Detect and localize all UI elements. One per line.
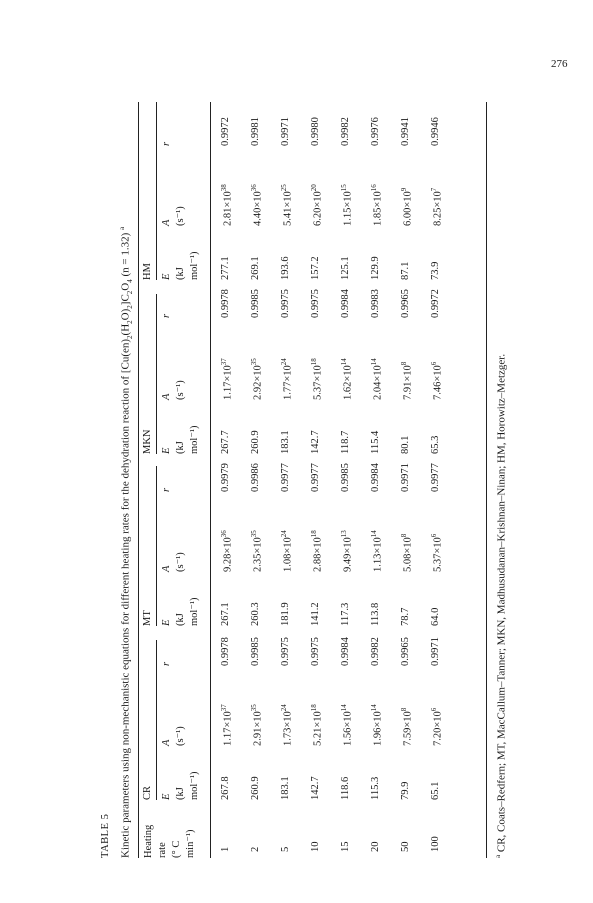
mt-e-cell: 181.9 bbox=[280, 602, 291, 626]
table-label: TABLE 5 bbox=[100, 813, 111, 858]
mkn-e-cell: 65.3 bbox=[430, 435, 441, 454]
mt-e-cell: 141.2 bbox=[310, 602, 321, 626]
hm-a-cell: $8.25\times 10^7$ bbox=[430, 187, 444, 226]
hm-a-cell: $2.81\times 10^{38}$ bbox=[220, 184, 234, 226]
hm-r-cell: 0.9972 bbox=[220, 117, 231, 146]
hm-a-cell: $4.40\times 10^{36}$ bbox=[250, 184, 264, 226]
cr-a-cell: $1.73\times 10^{24}$ bbox=[280, 704, 294, 746]
mkn-a-header: A (s⁻¹) bbox=[161, 380, 186, 400]
table-row bbox=[272, 102, 302, 858]
group-header-mkn: MKN bbox=[142, 429, 153, 454]
hm-r-cell: 0.9971 bbox=[280, 117, 291, 146]
mt-r-cell: 0.9971 bbox=[400, 463, 411, 492]
mkn-a-cell: $1.17\times 10^{37}$ bbox=[220, 358, 234, 400]
heating-rate-cell: 20 bbox=[370, 841, 381, 852]
table-row bbox=[362, 102, 392, 858]
hm-a-header: A (s⁻¹) bbox=[161, 206, 186, 226]
cr-r-cell: 0.9982 bbox=[370, 637, 381, 666]
hm-a-cell: $6.00\times 10^9$ bbox=[400, 187, 414, 226]
cr-a-cell: $2.91\times 10^{35}$ bbox=[250, 704, 264, 746]
mt-r-cell: 0.9984 bbox=[370, 463, 381, 492]
mkn-a-cell: $5.37\times 10^{18}$ bbox=[310, 358, 324, 400]
mt-r-cell: 0.9986 bbox=[250, 463, 261, 492]
hm-r-cell: 0.9941 bbox=[400, 117, 411, 146]
mkn-r-cell: 0.9985 bbox=[250, 289, 261, 318]
cr-r-cell: 0.9978 bbox=[220, 637, 231, 666]
heating-rate-header: Heating rate (° C min⁻¹) bbox=[143, 824, 196, 858]
heating-rate-cell: 1 bbox=[220, 846, 231, 852]
hm-r-cell: 0.9946 bbox=[430, 117, 441, 146]
group-rule-hm bbox=[156, 102, 157, 280]
hm-r-header: r bbox=[161, 141, 172, 146]
page-number: 276 bbox=[551, 58, 568, 70]
cr-a-cell: $1.17\times 10^{37}$ bbox=[220, 704, 234, 746]
cr-e-cell: 142.7 bbox=[310, 776, 321, 800]
group-rule-mt bbox=[156, 466, 157, 626]
table-row bbox=[332, 102, 362, 858]
cr-r-cell: 0.9965 bbox=[400, 637, 411, 666]
cr-a-cell: $1.56\times 10^{14}$ bbox=[340, 704, 354, 746]
table-footnote: $^a$ CR, Coats–Redfern; MT, MacCallum–Tanner; MKN, Madhusudanan–Krishnan–Ninan; HM, Horowitz–Metzger. bbox=[494, 353, 508, 858]
cr-a-cell: $1.96\times 10^{14}$ bbox=[370, 704, 384, 746]
hm-a-cell: $5.41\times 10^{25}$ bbox=[280, 184, 294, 226]
table-row bbox=[422, 102, 452, 858]
mkn-e-cell: 118.7 bbox=[340, 430, 351, 454]
mt-e-cell: 78.7 bbox=[400, 607, 411, 626]
mt-a-header: A (s⁻¹) bbox=[161, 552, 186, 572]
table-row bbox=[242, 102, 272, 858]
mkn-r-cell: 0.9978 bbox=[220, 289, 231, 318]
hm-r-cell: 0.9976 bbox=[370, 117, 381, 146]
cr-e-cell: 79.9 bbox=[400, 781, 411, 800]
cr-r-header: r bbox=[161, 661, 172, 666]
group-header-mt: MT bbox=[142, 610, 153, 626]
mt-a-cell: $1.13\times 10^{14}$ bbox=[370, 530, 384, 572]
hm-e-cell: 277.1 bbox=[220, 256, 231, 280]
heating-rate-cell: 50 bbox=[400, 841, 411, 852]
mt-r-cell: 0.9977 bbox=[310, 463, 321, 492]
mkn-e-cell: 142.7 bbox=[310, 430, 321, 454]
mt-a-cell: $2.88\times 10^{18}$ bbox=[310, 530, 324, 572]
table-body bbox=[212, 102, 452, 858]
table-row bbox=[302, 102, 332, 858]
mt-r-header: r bbox=[161, 487, 172, 492]
mt-e-cell: 117.3 bbox=[340, 602, 351, 626]
hm-e-cell: 269.1 bbox=[250, 256, 261, 280]
mt-a-cell: $9.49\times 10^{13}$ bbox=[340, 530, 354, 572]
mkn-r-cell: 0.9965 bbox=[400, 289, 411, 318]
hm-a-cell: $1.85\times 10^{16}$ bbox=[370, 184, 384, 226]
hm-r-cell: 0.9981 bbox=[250, 117, 261, 146]
cr-e-cell: 267.8 bbox=[220, 776, 231, 800]
heating-rate-cell: 2 bbox=[250, 846, 261, 852]
mkn-a-cell: $1.77\times 10^{24}$ bbox=[280, 358, 294, 400]
heating-rate-cell: 100 bbox=[430, 836, 441, 852]
hm-e-cell: 193.6 bbox=[280, 256, 291, 280]
mkn-a-cell: $7.46\times 10^6$ bbox=[430, 361, 444, 400]
hm-r-cell: 0.9980 bbox=[310, 117, 321, 146]
cr-a-header: A (s⁻¹) bbox=[161, 726, 186, 746]
cr-r-cell: 0.9975 bbox=[280, 637, 291, 666]
table-top-rule bbox=[138, 102, 139, 858]
mt-a-cell: $1.08\times 10^{24}$ bbox=[280, 530, 294, 572]
mt-e-header: E (kJ mol⁻¹) bbox=[161, 597, 200, 626]
cr-a-cell: $7.20\times 10^6$ bbox=[430, 707, 444, 746]
mt-e-cell: 267.1 bbox=[220, 602, 231, 626]
mkn-e-cell: 183.1 bbox=[280, 430, 291, 454]
heating-rate-cell: 5 bbox=[280, 846, 291, 852]
hm-a-cell: $6.20\times 10^{20}$ bbox=[310, 184, 324, 226]
heating-rate-cell: 10 bbox=[310, 841, 321, 852]
group-rule-cr bbox=[156, 640, 157, 800]
hm-r-cell: 0.9982 bbox=[340, 117, 351, 146]
mt-e-cell: 260.3 bbox=[250, 602, 261, 626]
group-rule-mkn bbox=[156, 294, 157, 454]
table-caption: Kinetic parameters using non-mechanistic equations for different heating rates for the dehydration reaction of $[Cu(en)_2(H_2O)_2]C_2O_4$ (n = 1.32) $^a$ bbox=[118, 226, 134, 858]
table-bottom-rule bbox=[486, 102, 487, 858]
mt-r-cell: 0.9985 bbox=[340, 463, 351, 492]
cr-r-cell: 0.9984 bbox=[340, 637, 351, 666]
hm-e-cell: 129.9 bbox=[370, 256, 381, 280]
mt-a-cell: $9.28\times 10^{36}$ bbox=[220, 530, 234, 572]
hm-e-cell: 73.9 bbox=[430, 261, 441, 280]
hm-e-cell: 125.1 bbox=[340, 256, 351, 280]
cr-r-cell: 0.9975 bbox=[310, 637, 321, 666]
heating-rate-cell: 15 bbox=[340, 841, 351, 852]
cr-e-cell: 183.1 bbox=[280, 776, 291, 800]
cr-r-cell: 0.9985 bbox=[250, 637, 261, 666]
cr-e-cell: 115.3 bbox=[370, 776, 381, 800]
mkn-a-cell: $2.92\times 10^{35}$ bbox=[250, 358, 264, 400]
cr-e-cell: 118.6 bbox=[340, 776, 351, 800]
hm-e-header: E (kJ mol⁻¹) bbox=[161, 251, 200, 280]
cr-a-cell: $5.21\times 10^{18}$ bbox=[310, 704, 324, 746]
table-row bbox=[392, 102, 422, 858]
mkn-a-cell: $1.62\times 10^{14}$ bbox=[340, 358, 354, 400]
group-header-hm: HM bbox=[142, 263, 153, 280]
mkn-r-cell: 0.9984 bbox=[340, 289, 351, 318]
cr-e-cell: 65.1 bbox=[430, 781, 441, 800]
mkn-e-cell: 267.7 bbox=[220, 430, 231, 454]
mkn-a-cell: $7.91\times 10^8$ bbox=[400, 361, 414, 400]
hm-e-cell: 87.1 bbox=[400, 261, 411, 280]
cr-e-header: E (kJ mol⁻¹) bbox=[161, 771, 200, 800]
cr-e-cell: 260.9 bbox=[250, 776, 261, 800]
mt-e-cell: 113.8 bbox=[370, 602, 381, 626]
mt-r-cell: 0.9977 bbox=[280, 463, 291, 492]
mkn-r-header: r bbox=[161, 313, 172, 318]
group-header-cr: CR bbox=[142, 785, 153, 800]
mt-r-cell: 0.9977 bbox=[430, 463, 441, 492]
mt-a-cell: $5.37\times 10^6$ bbox=[430, 533, 444, 572]
table-row bbox=[212, 102, 242, 858]
mt-e-cell: 64.0 bbox=[430, 607, 441, 626]
table-header-rule bbox=[210, 102, 211, 858]
cr-a-cell: $7.59\times 10^8$ bbox=[400, 707, 414, 746]
mt-r-cell: 0.9979 bbox=[220, 463, 231, 492]
hm-e-cell: 157.2 bbox=[310, 256, 321, 280]
mkn-r-cell: 0.9975 bbox=[280, 289, 291, 318]
mkn-e-cell: 115.4 bbox=[370, 430, 381, 454]
mkn-e-cell: 80.1 bbox=[400, 435, 411, 454]
mkn-e-header: E (kJ mol⁻¹) bbox=[161, 425, 200, 454]
mt-a-cell: $2.35\times 10^{35}$ bbox=[250, 530, 264, 572]
hm-a-cell: $1.15\times 10^{15}$ bbox=[340, 184, 354, 226]
mkn-r-cell: 0.9983 bbox=[370, 289, 381, 318]
cr-r-cell: 0.9971 bbox=[430, 637, 441, 666]
mkn-e-cell: 260.9 bbox=[250, 430, 261, 454]
rotated-table-block bbox=[100, 78, 540, 858]
mkn-a-cell: $2.04\times 10^{14}$ bbox=[370, 358, 384, 400]
mkn-r-cell: 0.9972 bbox=[430, 289, 441, 318]
mt-a-cell: $5.08\times 10^8$ bbox=[400, 533, 414, 572]
mkn-r-cell: 0.9975 bbox=[310, 289, 321, 318]
